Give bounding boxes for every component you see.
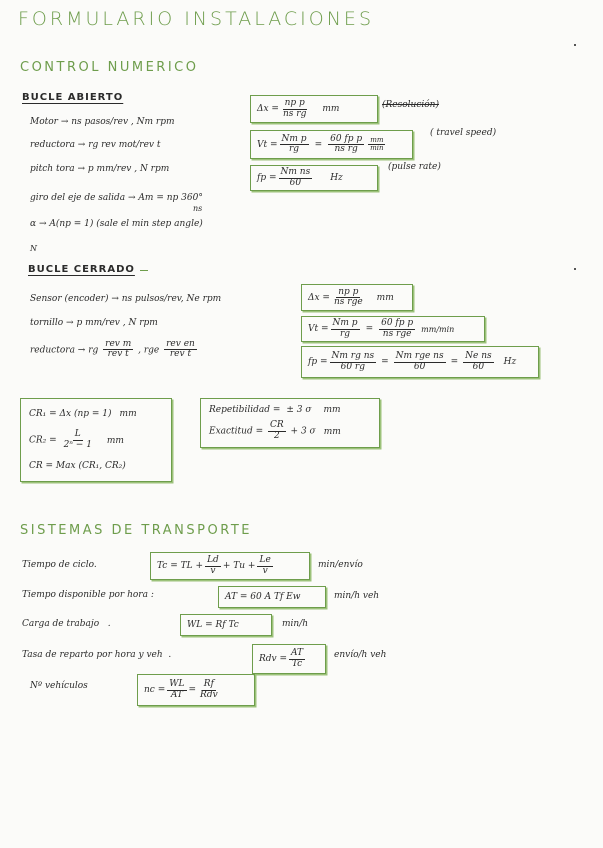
- formula-box-nc: nc = $\frac{WL}{AT}$ = $\frac{Rf}{\text{Rdv}}$: [137, 674, 255, 706]
- speck-mark: [574, 268, 576, 270]
- label-tasa-reparto: Tasa de reparto por hora y veh .: [22, 650, 172, 660]
- abierto-line-pitch: pitch tora → p mm/rev , N rpm: [30, 164, 170, 174]
- section-heading-control: CONTROL NUMERICO: [20, 60, 199, 75]
- label-tiempo-ciclo: Tiempo de ciclo.: [22, 560, 97, 570]
- abierto-line-alpha: α → A(np = 1) (sale el min step angle): [30, 219, 203, 229]
- section-heading-transporte: SISTEMAS DE TRANSPORTE: [20, 523, 252, 538]
- formula-box-fp-cerrado: fp = $\frac{\text{Nm rg ns}}{60 rg}$ = $\frac{\text{Nm rge ns}}{60}$ = $\frac{\text{Ne ns}}{60}$ Hz: [301, 346, 539, 378]
- subheading-bucle-cerrado: BUCLE CERRADO: [28, 264, 135, 275]
- unit-rdv: envío/h veh: [334, 650, 387, 660]
- abierto-line-motor: Motor → ns pasos/rev , Nm rpm: [30, 117, 175, 127]
- formula-box-fp-abierto: fp = $\frac{\text{Nm ns}}{60}$ Hz: [250, 165, 378, 191]
- unit-at: min/h veh: [334, 591, 380, 601]
- subheading-bucle-abierto: BUCLE ABIERTO: [22, 92, 124, 103]
- formula-box-wl: WL = Rf Tc: [180, 614, 272, 636]
- dx-fraction: $\frac{\text{np p}}{\text{ns rg}}$: [282, 98, 307, 119]
- margin-mark: N: [30, 244, 37, 253]
- page-title: FORMULARIO INSTALACIONES: [18, 8, 374, 30]
- am-denominator: ns: [193, 204, 203, 213]
- unit-tc: min/envío: [318, 560, 363, 570]
- formula-box-cr: CR₁ = Δx (np = 1) mm CR₂ = $\frac{L}{\text{2ⁿ − 1}}$ mm CR = Max (CR₁, CR₂): [20, 398, 172, 482]
- formula-box-dx-abierto: Δx = $\frac{\text{np p}}{\text{ns rg}}$ mm: [250, 95, 378, 123]
- abierto-line-reductora: reductora → rg rev mot/rev t: [30, 140, 161, 150]
- formula-box-dx-cerrado: Δx = $\frac{\text{np p}}{\text{ns rge}}$ mm: [301, 284, 413, 311]
- label-num-vehiculos: Nº vehículos: [30, 681, 88, 691]
- formula-box-rdv: Rdv = $\frac{AT}{Tc}$: [252, 644, 326, 674]
- cerrado-line-reductora: reductora → rg $\frac{\text{rev m}}{\text{rev t}}$ , rge $\frac{\text{rev en}}{\text{rev t}}$: [30, 339, 195, 360]
- dash-mark: [140, 270, 148, 271]
- vt-note: ( travel speed): [430, 128, 497, 138]
- formula-box-tc: Tc = TL + $\frac{Ld}{v}$ + Tu + $\frac{Le}{v}$: [150, 552, 310, 580]
- cerrado-line-tornillo: tornillo → p mm/rev , N rpm: [30, 318, 158, 328]
- dx-note: (Resolución): [382, 100, 439, 110]
- formula-box-vt-abierto: Vt = $\frac{\text{Nm p}}{rg}$ = $\frac{\text{60 fp p}}{\text{ns rg}}$ $\frac{mm}{\min}$: [250, 130, 413, 159]
- cerrado-line-sensor: Sensor (encoder) → ns pulsos/rev, Ne rpm: [30, 294, 222, 304]
- abierto-line-giro: giro del eje de salida → Am = np 360° ns: [30, 193, 203, 213]
- fp-note: (pulse rate): [388, 162, 441, 172]
- speck-mark: [574, 44, 576, 46]
- formula-box-at: AT = 60 A Tf Ew: [218, 586, 326, 608]
- formula-box-vt-cerrado: Vt = $\frac{\text{Nm p}}{rg}$ = $\frac{\text{60 fp p}}{\text{ns rge}}$ mm/min: [301, 316, 485, 342]
- formula-box-repetibilidad: Repetibilidad = ± 3 σ mm Exactitud = $\frac{CR}{2}$ + 3 σ mm: [200, 398, 380, 448]
- label-carga-trabajo: Carga de trabajo .: [22, 619, 111, 629]
- label-tiempo-disponible: Tiempo disponible por hora :: [22, 590, 154, 600]
- unit-wl: min/h: [282, 619, 309, 629]
